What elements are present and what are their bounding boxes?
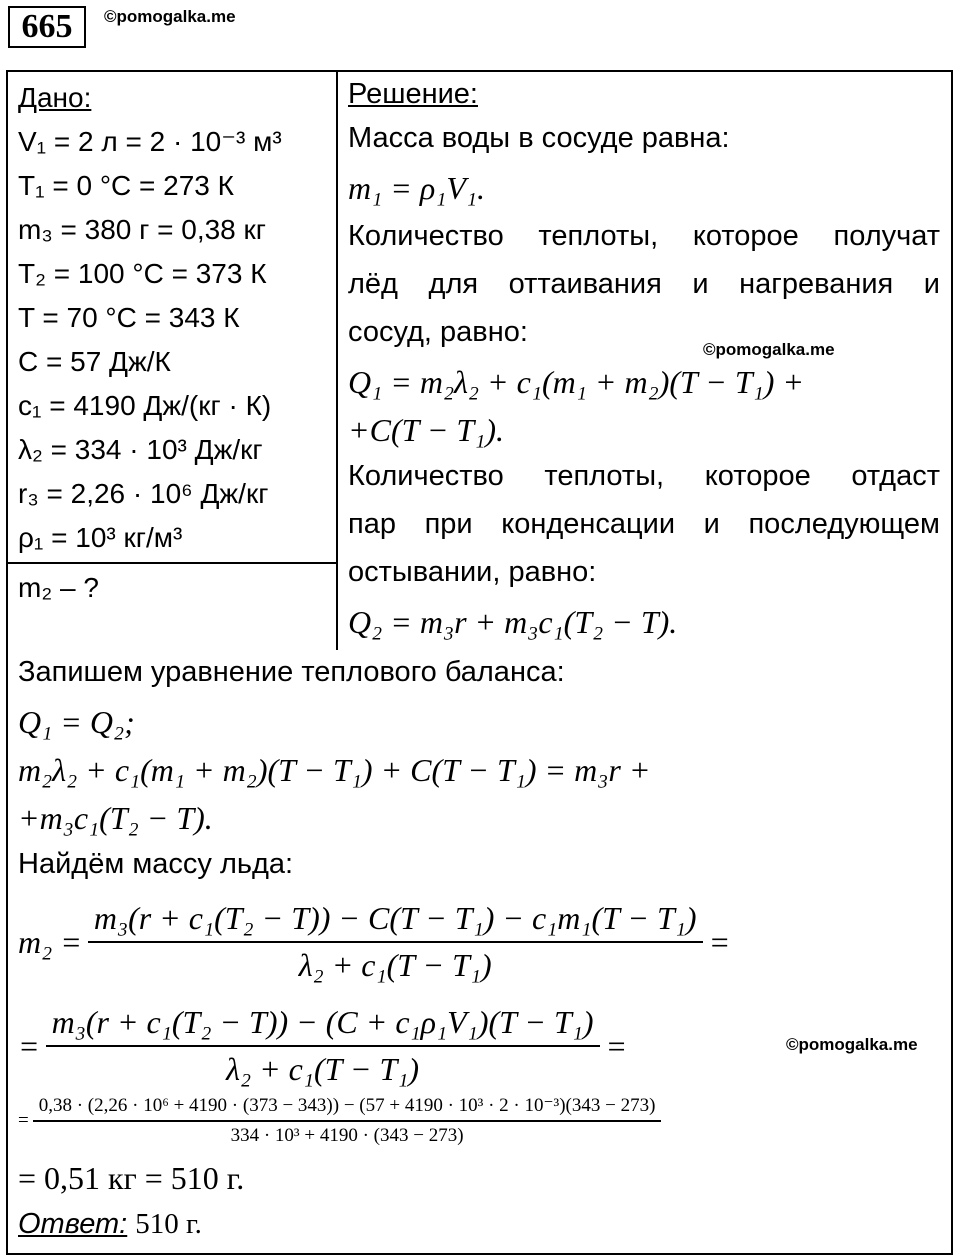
formula-balance: Q₁ = Q₂; bbox=[18, 704, 135, 740]
equation-equals: = bbox=[605, 1027, 628, 1064]
solution-p2-line3: сосуд, равно: bbox=[348, 316, 528, 348]
given-line-5: T = 70 °C = 343 К bbox=[18, 302, 240, 333]
watermark-top: ©pomogalka.me bbox=[104, 7, 236, 26]
answer-value: 510 г. bbox=[135, 1208, 202, 1240]
solution-title: Решение: bbox=[348, 78, 478, 110]
given-line-3: m₃ = 380 г = 0,38 кг bbox=[18, 214, 266, 245]
formula-q1-line2: +C(T − T₁). bbox=[348, 412, 504, 448]
solution-p3-line2: пар при конденсации и последующем bbox=[348, 508, 940, 540]
find-mass-text: Найдём массу льда: bbox=[18, 848, 294, 880]
fraction-numeric bbox=[33, 1094, 662, 1147]
watermark-middle: ©pomogalka.me bbox=[703, 340, 835, 359]
formula-expanded-line2: +m₃c₁(T₂ − T). bbox=[18, 800, 213, 836]
fraction-numerator: 0,38 · (2,26 · 10⁶ + 4190 · (373 − 343)) − (57 + 4190 · 10³ · 2 · 10⁻³)(343 − 273) bbox=[33, 1094, 662, 1122]
equation-lhs-equals: = bbox=[18, 1109, 29, 1131]
equation-equals: = bbox=[708, 923, 731, 960]
problem-number: 665 bbox=[8, 6, 86, 48]
result-line: = 0,51 кг = 510 г. bbox=[18, 1160, 245, 1196]
given-line-7: c₁ = 4190 Дж/(кг · К) bbox=[18, 390, 272, 421]
fraction-denominator: λ₂ + c₁(T − T₁) bbox=[226, 1051, 420, 1087]
solution-p2-line2: лёд для оттаивания и нагревания и bbox=[348, 268, 940, 300]
heat-balance-text: Запишем уравнение теплового баланса: bbox=[18, 656, 565, 688]
solution-p3-line1: Количество теплоты, которое отдаст bbox=[348, 460, 940, 492]
given-title: Дано: bbox=[18, 82, 92, 113]
answer-label: Ответ: bbox=[18, 1208, 128, 1240]
given-line-2: T₁ = 0 °C = 273 К bbox=[18, 170, 234, 201]
fraction-denominator: λ₂ + c₁(T − T₁) bbox=[298, 947, 492, 983]
given-line-10: ρ₁ = 10³ кг/м³ bbox=[18, 522, 183, 553]
given-find-divider bbox=[6, 562, 338, 564]
fraction-numerator: m₃(r + c₁(T₂ − T)) − (C + c₁ρ₁V₁)(T − T₁) bbox=[46, 1004, 600, 1047]
solution-p1: Масса воды в сосуде равна: bbox=[348, 122, 730, 154]
solution-p3-line3: остывании, равно: bbox=[348, 556, 597, 588]
given-line-4: T₂ = 100 °C = 373 К bbox=[18, 258, 267, 289]
solution-p2-line1: Количество теплоты, которое получат bbox=[348, 220, 940, 252]
equation-lhs-equals: = bbox=[18, 1027, 40, 1064]
equation-m2-lhs: m₂ = bbox=[18, 923, 82, 960]
watermark-bottom: ©pomogalka.me bbox=[786, 1035, 918, 1054]
given-line-1: V₁ = 2 л = 2 · 10⁻³ м³ bbox=[18, 126, 282, 157]
fraction-symbolic bbox=[88, 900, 703, 984]
find-quantity: m₂ – ? bbox=[18, 572, 99, 603]
equation-m2-substituted bbox=[18, 1004, 627, 1088]
formula-expanded-line1: m₂λ₂ + c₁(m₁ + m₂)(T − T₁) + C(T − T₁) = m₃r + bbox=[18, 752, 651, 788]
formula-q1-line1: Q₁ = m₂λ₂ + c₁(m₁ + m₂)(T − T₁) + bbox=[348, 364, 804, 400]
fraction-substituted bbox=[46, 1004, 600, 1088]
fraction-denominator: 334 · 10³ + 4190 · (343 − 273) bbox=[230, 1125, 464, 1146]
given-line-9: r₃ = 2,26 · 10⁶ Дж/кг bbox=[18, 478, 269, 509]
equation-m2-symbolic bbox=[18, 900, 730, 984]
equation-numeric bbox=[18, 1094, 665, 1147]
fraction-numerator: m₃(r + c₁(T₂ − T)) − C(T − T₁) − c₁m₁(T − T₁) bbox=[88, 900, 703, 943]
given-line-6: C = 57 Дж/К bbox=[18, 346, 171, 377]
formula-q2: Q₂ = m₃r + m₃c₁(T₂ − T). bbox=[348, 604, 678, 640]
answer-line bbox=[18, 1208, 202, 1241]
formula-mass-water: m₁ = ρ₁V₁. bbox=[348, 170, 485, 206]
given-line-8: λ₂ = 334 · 10³ Дж/кг bbox=[18, 434, 263, 465]
